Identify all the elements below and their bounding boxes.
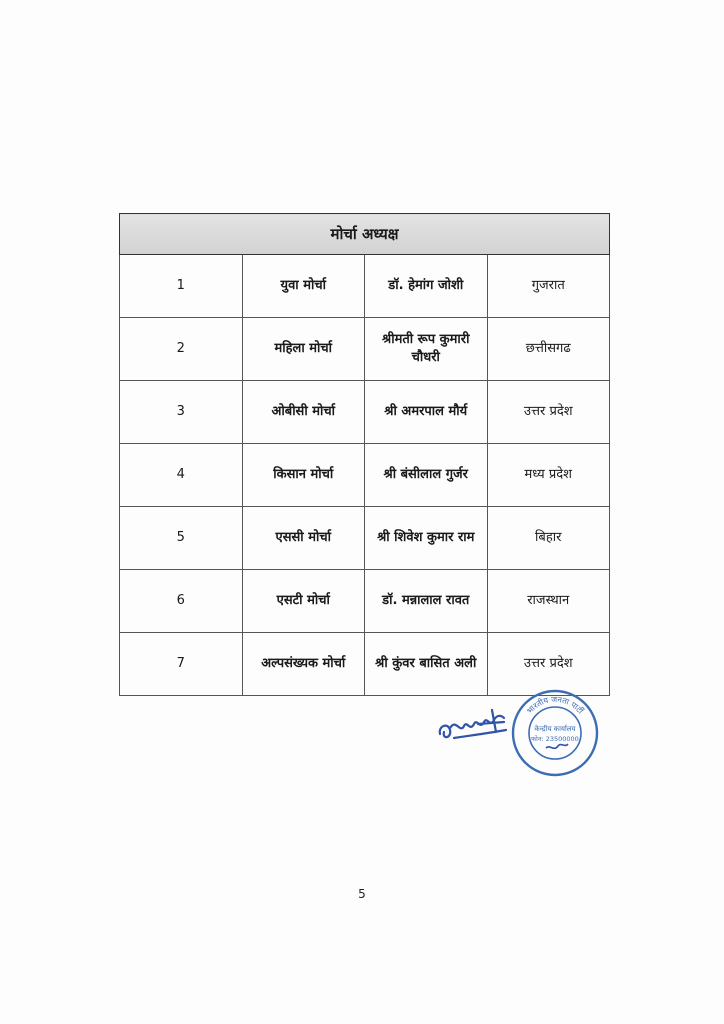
morcha-name: एसटी मोर्चा <box>242 570 365 633</box>
state-name: राजस्थान <box>487 570 610 633</box>
seal-top-text: भारतीय जनता पार्टी <box>525 694 585 716</box>
morcha-name: युवा मोर्चा <box>242 255 365 318</box>
row-number: 3 <box>120 381 243 444</box>
state-name: बिहार <box>487 507 610 570</box>
morcha-name: महिला मोर्चा <box>242 318 365 381</box>
morcha-table-container <box>119 213 610 696</box>
table-row <box>120 318 610 381</box>
state-name: उत्तर प्रदेश <box>487 381 610 444</box>
state-name: उत्तर प्रदेश <box>487 633 610 696</box>
morcha-name: एससी मोर्चा <box>242 507 365 570</box>
president-name: श्री कुंवर बासित अली <box>365 633 488 696</box>
page-number: 5 <box>358 887 366 901</box>
president-name: डॉ. मन्नालाल रावत <box>365 570 488 633</box>
row-number: 5 <box>120 507 243 570</box>
table-row <box>120 444 610 507</box>
president-name: श्री अमरपाल मौर्य <box>365 381 488 444</box>
table-row <box>120 570 610 633</box>
row-number: 7 <box>120 633 243 696</box>
morcha-name: किसान मोर्चा <box>242 444 365 507</box>
state-name: मध्य प्रदेश <box>487 444 610 507</box>
table-row <box>120 507 610 570</box>
signature-and-seal <box>430 684 600 784</box>
party-seal-stamp <box>510 686 600 780</box>
table-row <box>120 381 610 444</box>
row-number: 1 <box>120 255 243 318</box>
president-name: श्री बंसीलाल गुर्जर <box>365 444 488 507</box>
row-number: 2 <box>120 318 243 381</box>
president-name: श्री शिवेश कुमार राम <box>365 507 488 570</box>
morcha-presidents-table <box>119 213 610 696</box>
president-name: डॉ. हेमांग जोशी <box>365 255 488 318</box>
table-row <box>120 255 610 318</box>
morcha-name: ओबीसी मोर्चा <box>242 381 365 444</box>
handwritten-signature <box>434 704 516 746</box>
president-name: श्रीमती रूप कुमारी चौधरी <box>365 318 488 381</box>
state-name: छत्तीसगढ <box>487 318 610 381</box>
row-number: 6 <box>120 570 243 633</box>
seal-phone-text: फोन: 23500000 <box>531 735 579 743</box>
row-number: 4 <box>120 444 243 507</box>
table-title: मोर्चा अध्यक्ष <box>120 214 610 255</box>
state-name: गुजरात <box>487 255 610 318</box>
seal-center-text: केन्द्रीय कार्यालय <box>534 725 576 733</box>
morcha-name: अल्पसंख्यक मोर्चा <box>242 633 365 696</box>
